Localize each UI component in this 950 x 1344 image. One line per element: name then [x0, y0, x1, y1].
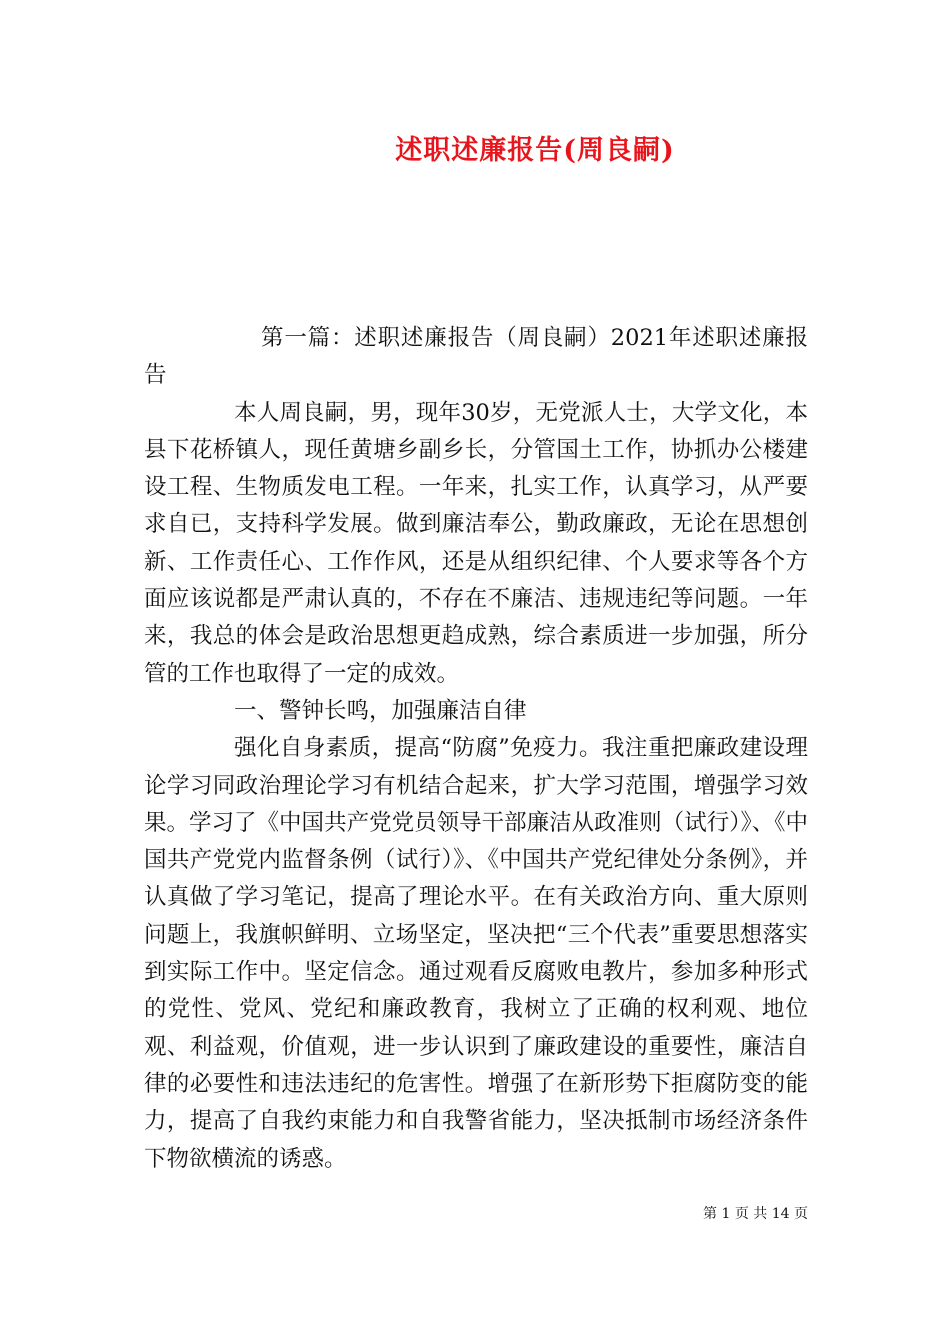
page-number-footer: 第 1 页 共 14 页 — [703, 1206, 808, 1222]
section-paragraph: 强化自身素质，提高“防腐”免疫力。我注重把廉政建设理论学习同政治理论学习有机结合起来，扩大学习范围，增强学习效果。学习了《中国共产党党员领导干部廉洁从政准则（试行）》、《中国共产党党内监督条例（试行）》、《中国共产党纪律处分条例》，并认真做了学习笔记，提高了理论水平。在有关政治方向、重大原则问题上，我旗帜鲜明、立场坚定，坚决把“三个代表”重要思想落实到实际工作中。坚定信念。通过观看反腐败电教片，参加多种形式的党性、党风、党纪和廉政教育，我树立了正确的权利观、地位观、利益观，价值观，进一步认识到了廉政建设的重要性，廉洁自律的必要性和违法违纪的危害性。增强了在新形势下拒腐防变的能力，提高了自我约束能力和自我警省能力，坚决抵制市场经济条件下物欲横流的诱惑。 — [144, 735, 808, 1172]
section-heading: 一、警钟长鸣，加强廉洁自律 — [234, 697, 527, 724]
article-heading: 第一篇：述职述廉报告（周良嗣）2021年述职述廉报告 — [144, 325, 808, 389]
document-body — [144, 320, 808, 1178]
document-title: 述职述廉报告(周良嗣) — [395, 135, 675, 166]
intro-paragraph: 本人周良嗣，男，现年30岁，无党派人士，大学文化，本县下花桥镇人，现任黄塘乡副乡长，分管国土工作，协抓办公楼建设工程、生物质发电工程。一年来，扎实工作，认真学习，从严要求自已，支持科学发展。做到廉洁奉公，勤政廉政，无论在思想创新、工作责任心、工作作风，还是从组织纪律、个人要求等各个方面应该说都是严肃认真的，不存在不廉洁、违规违纪等问题。一年来，我总的体会是政治思想更趋成熟，综合素质进一步加强，所分管的工作也取得了一定的成效。 — [144, 399, 808, 687]
